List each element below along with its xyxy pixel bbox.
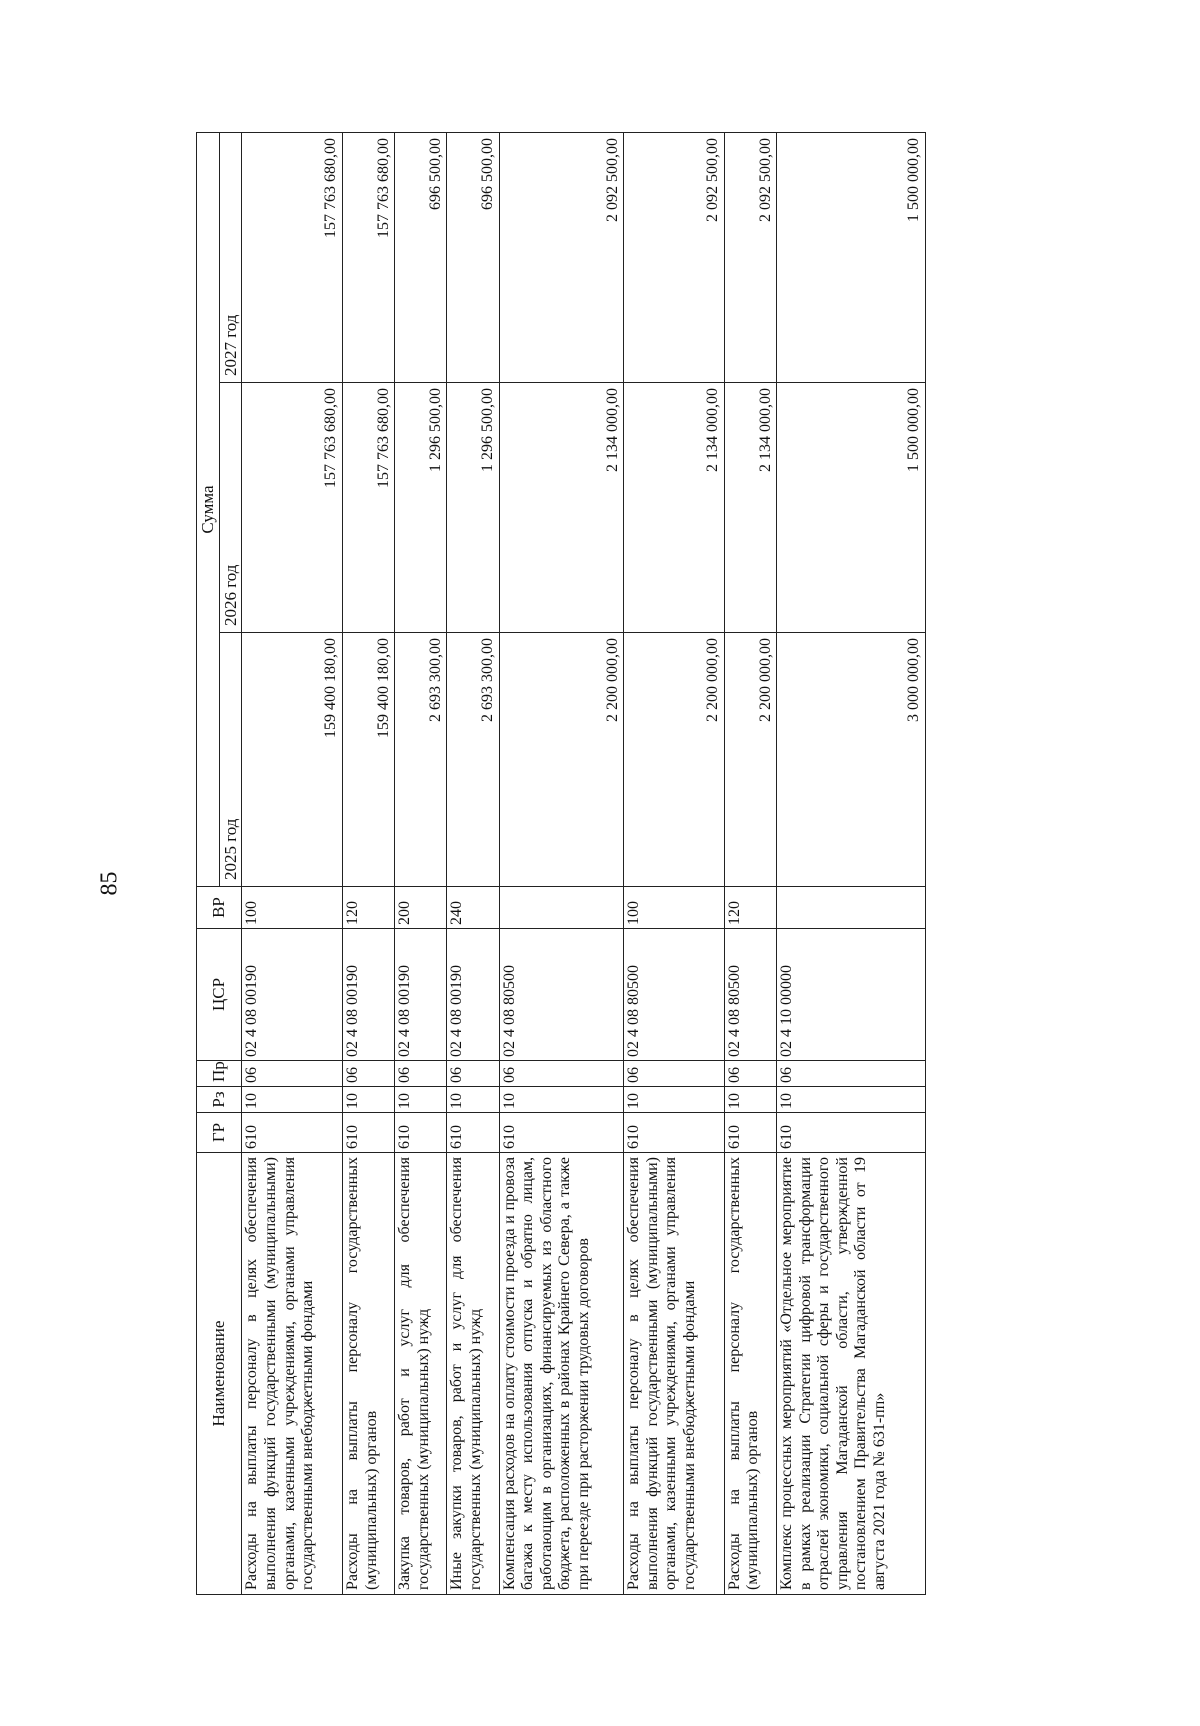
- row-amount-2027: 696 500,00: [395, 133, 447, 383]
- row-amount-2027: 2 092 500,00: [624, 133, 725, 383]
- row-rz: 10: [724, 1087, 776, 1113]
- row-amount-2025: 159 400 180,00: [242, 633, 343, 887]
- header-vr: ВР: [197, 887, 242, 929]
- table-row: [499, 133, 624, 1595]
- row-vr: [777, 887, 926, 929]
- table-row: [777, 133, 926, 1595]
- row-name: Расходы на выплаты персоналу государственных (муниципальных) органов: [342, 1153, 394, 1595]
- row-amount-2027: 2 092 500,00: [724, 133, 776, 383]
- row-vr: 200: [395, 887, 447, 929]
- row-pr: 06: [624, 1061, 725, 1087]
- row-csr: 02 4 08 00190: [447, 929, 499, 1061]
- header-year-2026: 2026 год: [219, 383, 242, 633]
- table-row: [342, 133, 394, 1595]
- table-row: [447, 133, 499, 1595]
- row-amount-2026: 1 500 000,00: [777, 383, 926, 633]
- row-csr: 02 4 08 80500: [499, 929, 624, 1061]
- header-year-2025: 2025 год: [219, 633, 242, 887]
- row-csr: 02 4 08 80500: [724, 929, 776, 1061]
- header-year-2027: 2027 год: [219, 133, 242, 383]
- row-name: Компенсация расходов на оплату стоимости проезда и провоза багажа к месту использования отпуска и обратно лицам, работающим в организациях, финансируемых из областного бюджета, расположенных в районах Крайнего Севера, а также при переезде при расторжении трудовых договоров: [499, 1153, 624, 1595]
- table-row: [242, 133, 343, 1595]
- table-row: [624, 133, 725, 1595]
- row-gr: 610: [395, 1113, 447, 1153]
- row-vr: 100: [624, 887, 725, 929]
- header-name: Наименование: [197, 1153, 242, 1595]
- row-amount-2026: 1 296 500,00: [447, 383, 499, 633]
- row-csr: 02 4 08 00190: [395, 929, 447, 1061]
- header-sum: Сумма: [197, 133, 220, 887]
- row-name: Расходы на выплаты персоналу государственных (муниципальных) органов: [724, 1153, 776, 1595]
- row-gr: 610: [342, 1113, 394, 1153]
- header-rz: Рз: [197, 1087, 242, 1113]
- row-amount-2026: 2 134 000,00: [724, 383, 776, 633]
- row-csr: 02 4 08 00190: [342, 929, 394, 1061]
- row-rz: 10: [447, 1087, 499, 1113]
- row-rz: 10: [342, 1087, 394, 1113]
- row-amount-2026: 157 763 680,00: [342, 383, 394, 633]
- rotated-table-container: [196, 133, 926, 1595]
- row-gr: 610: [242, 1113, 343, 1153]
- row-amount-2025: 2 200 000,00: [499, 633, 624, 887]
- row-rz: 10: [777, 1087, 926, 1113]
- row-name: Расходы на выплаты персоналу в целях обеспечения выполнения функций государственными (муниципальными) органами, казенными учреждениями, органами управления государственными внебюджетными фондами: [624, 1153, 725, 1595]
- header-pr: Пр: [197, 1061, 242, 1087]
- row-vr: 240: [447, 887, 499, 929]
- row-pr: 06: [342, 1061, 394, 1087]
- row-amount-2027: 1 500 000,00: [777, 133, 926, 383]
- table-frame: [196, 133, 926, 1595]
- row-gr: 610: [777, 1113, 926, 1153]
- row-csr: 02 4 08 00190: [242, 929, 343, 1061]
- row-amount-2026: 2 134 000,00: [499, 383, 624, 633]
- row-vr: 120: [724, 887, 776, 929]
- row-amount-2025: 159 400 180,00: [342, 633, 394, 887]
- row-gr: 610: [499, 1113, 624, 1153]
- row-name: Расходы на выплаты персоналу в целях обеспечения выполнения функций государственными (муниципальными) органами, казенными учреждениями, органами управления государственными внебюджетными фондами: [242, 1153, 343, 1595]
- row-amount-2027: 157 763 680,00: [342, 133, 394, 383]
- row-pr: 06: [499, 1061, 624, 1087]
- row-gr: 610: [447, 1113, 499, 1153]
- table-row: [724, 133, 776, 1595]
- row-csr: 02 4 10 00000: [777, 929, 926, 1061]
- row-amount-2025: 2 693 300,00: [447, 633, 499, 887]
- table-header-row-1: [197, 133, 220, 1595]
- row-gr: 610: [624, 1113, 725, 1153]
- row-amount-2026: 157 763 680,00: [242, 383, 343, 633]
- row-vr: 100: [242, 887, 343, 929]
- row-rz: 10: [395, 1087, 447, 1113]
- row-pr: 06: [724, 1061, 776, 1087]
- row-csr: 02 4 08 80500: [624, 929, 725, 1061]
- table-row: [395, 133, 447, 1595]
- row-name: Комплекс процессных мероприятий «Отдельное мероприятие в рамках реализации Стратегии цифровой трансформации отраслей экономики, социальной сферы и государственного управления Магаданской области, утвержденной постановлением Правительства Магаданской области от 19 августа 2021 года № 631-пп»: [777, 1153, 926, 1595]
- row-vr: [499, 887, 624, 929]
- row-pr: 06: [395, 1061, 447, 1087]
- row-vr: 120: [342, 887, 394, 929]
- row-amount-2026: 2 134 000,00: [624, 383, 725, 633]
- row-name: Иные закупки товаров, работ и услуг для обеспечения государственных (муниципальных) нужд: [447, 1153, 499, 1595]
- header-csr: ЦСР: [197, 929, 242, 1061]
- row-rz: 10: [499, 1087, 624, 1113]
- row-rz: 10: [242, 1087, 343, 1113]
- row-amount-2025: 2 200 000,00: [724, 633, 776, 887]
- row-pr: 06: [447, 1061, 499, 1087]
- row-rz: 10: [624, 1087, 725, 1113]
- row-amount-2025: 2 200 000,00: [624, 633, 725, 887]
- row-amount-2025: 3 000 000,00: [777, 633, 926, 887]
- row-pr: 06: [242, 1061, 343, 1087]
- row-gr: 610: [724, 1113, 776, 1153]
- budget-table: [196, 132, 926, 1595]
- row-name: Закупка товаров, работ и услуг для обеспечения государственных (муниципальных) нужд: [395, 1153, 447, 1595]
- row-amount-2025: 2 693 300,00: [395, 633, 447, 887]
- page-number: 85: [96, 871, 123, 896]
- row-amount-2026: 1 296 500,00: [395, 383, 447, 633]
- row-amount-2027: 157 763 680,00: [242, 133, 343, 383]
- row-amount-2027: 696 500,00: [447, 133, 499, 383]
- row-amount-2027: 2 092 500,00: [499, 133, 624, 383]
- row-pr: 06: [777, 1061, 926, 1087]
- header-gr: ГР: [197, 1113, 242, 1153]
